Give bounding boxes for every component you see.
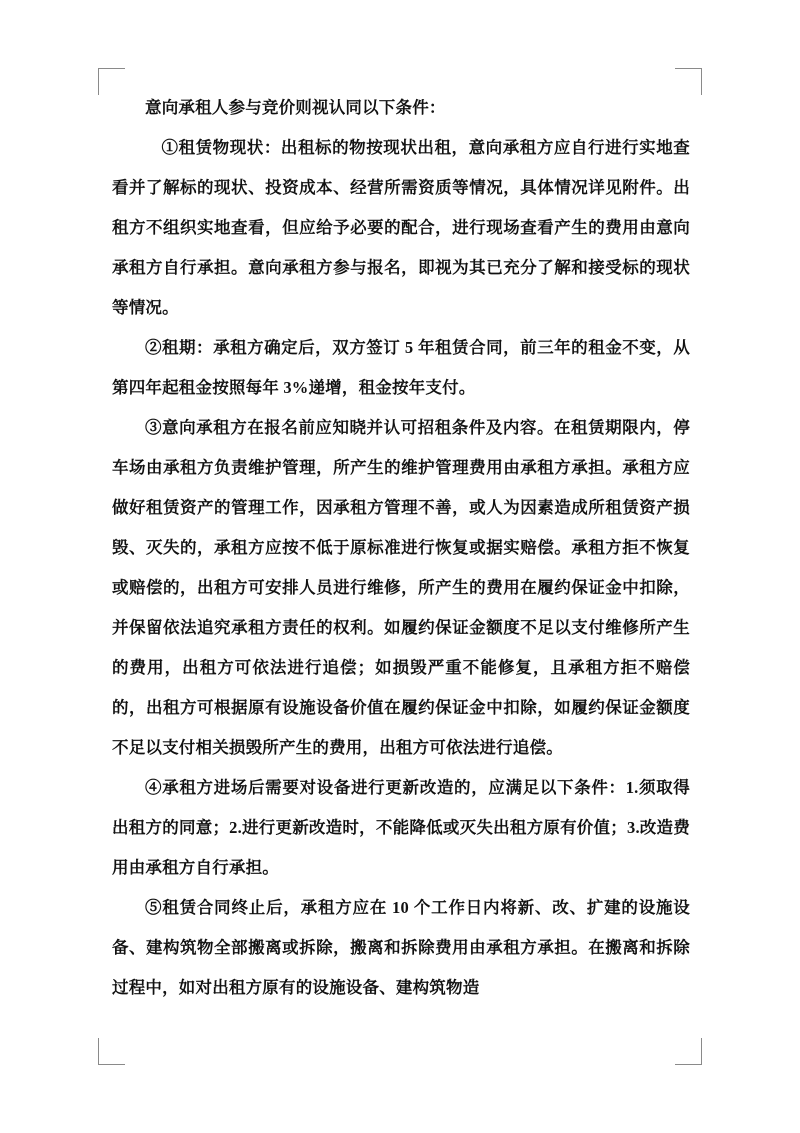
paragraph-item-2: ②租期：承租方确定后，双方签订 5 年租赁合同，前三年的租金不变，从第四年起租金按照每年 3%递增，租金按年支付。 — [112, 338, 690, 397]
crop-mark-bottom-right-icon — [675, 1038, 702, 1065]
paragraph-item-1: ①租赁物现状：出租标的物按现状出租，意向承租方应自行进行实地查看并了解标的现状、投资成本、经营所需资质等情况，具体情况详见附件。出租方不组织实地查看，但应给予必要的配合，进行现场查看产生的费用由意向承租方自行承担。意向承租方参与报名，即视为其已充分了解和接受标的现状等情况。 — [112, 138, 690, 317]
paragraph-item-4: ④承租方进场后需要对设备进行更新改造的，应满足以下条件：1.须取得出租方的同意；2.进行更新改造时，不能降低或灭失出租方原有价值；3.改造费用由承租方自行承担。 — [112, 778, 690, 877]
paragraph-intro: 意向承租人参与竞价则视认同以下条件： — [145, 98, 446, 117]
paragraph-item-5: ⑤租赁合同终止后，承租方应在 10 个工作日内将新、改、扩建的设施设备、建构筑物全部搬离或拆除，搬离和拆除费用由承租方承担。在搬离和拆除过程中，如对出租方原有的设施设备、建构筑物造 — [112, 898, 690, 997]
paragraph-item-3: ③意向承租方在报名前应知晓并认可招租条件及内容。在租赁期限内，停车场由承租方负责维护管理，所产生的维护管理费用由承租方承担。承租方应做好租赁资产的管理工作，因承租方管理不善，或人为因素造成所租赁资产损毁、灭失的，承租方应按不低于原标准进行恢复或据实赔偿。承租方拒不恢复或赔偿的，出租方可安排人员进行维修，所产生的费用在履约保证金中扣除，并保留依法追究承租方责任的权利。如履约保证金额度不足以支付维修所产生的费用，出租方可依法进行追偿；如损毁严重不能修复，且承租方拒不赔偿的，出租方可根据原有设施设备价值在履约保证金中扣除，如履约保证金额度不足以支付相关损毁所产生的费用，出租方可依法进行追偿。 — [112, 418, 690, 757]
document-body — [112, 88, 690, 1008]
crop-mark-bottom-left-icon — [98, 1038, 125, 1065]
